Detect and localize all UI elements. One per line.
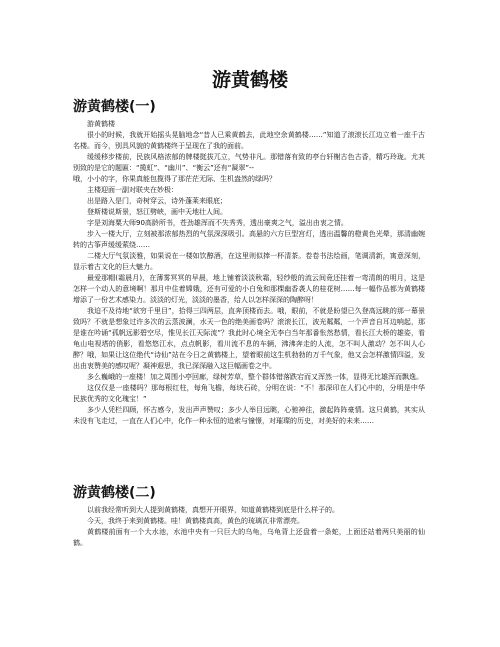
- section-heading: 游黄鹤楼(二): [73, 485, 156, 501]
- paragraph: 步入一楼大厅，立刻被那浓郁热烈的气氛深深吸引。高悬的六方巨型宫灯，透出温馨的橙黄色光晕，那清幽婉转的古筝声缓缓萦绕……: [73, 230, 425, 249]
- paragraph: 以前我经常听到大人提到黄鹤楼，真想开开眼界，知道黄鹤楼到底是什么样子的。: [87, 506, 339, 514]
- paragraph: 多少人凭栏四顾，怀古感今，发出声声赞叹；多少人举目远眺，心驰神往，激起阵阵豪情。这只黄鹤，其实从未没有飞走过，一直在人们心中，化作一种永恒的追索与憧憬，对璀璨的历史，对美好的未来……: [73, 406, 425, 425]
- paragraph: 游黄鹤楼: [87, 120, 115, 128]
- paragraph: 今天，我终于来到黄鹤楼。哇！黄鹤楼真高，黄色的琉璃瓦非常漂亮。: [87, 517, 304, 525]
- paragraph: 主楼迎面一副对联夹在妙极：: [87, 186, 178, 194]
- paragraph: 这仅仅是一座楼吗？那每根红柱，每角飞檐，每块石砖，分明在说：“不！那深印在人们心中的，分明是中华民族优秀的文化瑰宝！”: [73, 384, 425, 403]
- couplet-line: 登斯楼说斯景，怒江劈峡，画中天地壮人间。: [87, 208, 227, 216]
- paragraph: 缓缓移步楼前，民族风格浓郁的牌楼挺拔兀立，气势非凡。那错落有致的亭台轩榭古色古香，精巧玲珑。尤其别致的是它的题匾：“揽虹”、“幽川”、“衡云”还有“凝翠”--: [73, 153, 425, 172]
- section-2: [73, 484, 425, 549]
- paragraph: 多么巍峨的一座楼！加之周围小亭回廊，绿树芳草，整个群体错落跌宕而又浑然一体，显得无比雄浑而飘逸。: [87, 373, 423, 381]
- paragraph: 二楼大厅气氛淡雅，如果说在一楼如饮醇酒，在这里则似捧一杯清茶。卷卷书法绘画，笔调清新，寓意深刻，显示着古文化的巨大魅力。: [73, 252, 425, 271]
- couplet-line: 出是路入是门，奇树穿云，诗外蓬莱来眼底；: [87, 197, 227, 205]
- section-heading: 游黄鹤楼(一): [73, 99, 156, 115]
- paragraph: 字是刘海粟大师90高龄所书，苍劲雄浑而不失秀秀，透出豪爽之气，溢出由衷之情。: [87, 219, 348, 227]
- section-1: [73, 98, 425, 427]
- paragraph: 黄鹤楼前面有一个大水池，水池中央有一只巨大的乌龟，乌龟背上还盘着一条蛇，上面还站着两只美丽的仙鹤。: [73, 528, 425, 547]
- paragraph: 我迫不及待地“欲穷千里目”，拾得三四两层，直奔顶楼而去。哦，眼前，不就是盼望已久登高远眺的那一幕景致吗？不就是想象过许多次的云蒸波澜，水天一色的绝美画卷吗？滚滚长江，波光粼粼，一个声音自耳边响起，那是谁在吟诵“孤帆远影碧空尽，惟见长江天际流”？我此时心境全无李白当年那番怅然愁情，看长江大桥的雄姿，看龟山电视塔的俏影，看悠悠江水，点点帆影，看川流不息的车辆，沸沸奔走的人流，怎不叫人激动？怎不叫人心醉？哦，如果让这位绝代“诗仙”站在今日之黄鹤楼上，望着眼前这生机勃勃的万千气象，他又会怎样激情四溢，发出由衷赞美的感叹呢？凝神遐思，我已深深融入这巨幅画卷之中。: [73, 307, 425, 370]
- paragraph: 很小的时候，我就开始摇头晃脑地念“昔人已乘黄鹤去，此地空余黄鹤楼……”知道了滚滚长江边立着一座千古名楼。而今，别具风貌的黄鹤楼终于呈现在了我的面前。: [73, 131, 425, 150]
- paragraph: 最爱那帽(霜晨月)，在薄雾冥冥的早晨，地上铺着淡淡秋霜，轻纱般的流云间竟还挂着一弯清朗的明月，这是怎样一个动人的意境啊！那月中住着嫦娥，还有可爱的小白兔和那棵幽香袭人的桂花树……每一幅作品都为黄鹤楼增添了一份艺术感染力。淡淡的灯光，淡淡的墨香，给人以怎样深深的陶醉呀！: [73, 274, 425, 304]
- paragraph: 哦，小小的字，你果真能包揽得了那茫茫无际、生机盎然的绿吗？: [73, 175, 276, 183]
- document-title: 游黄鹤楼: [211, 69, 288, 91]
